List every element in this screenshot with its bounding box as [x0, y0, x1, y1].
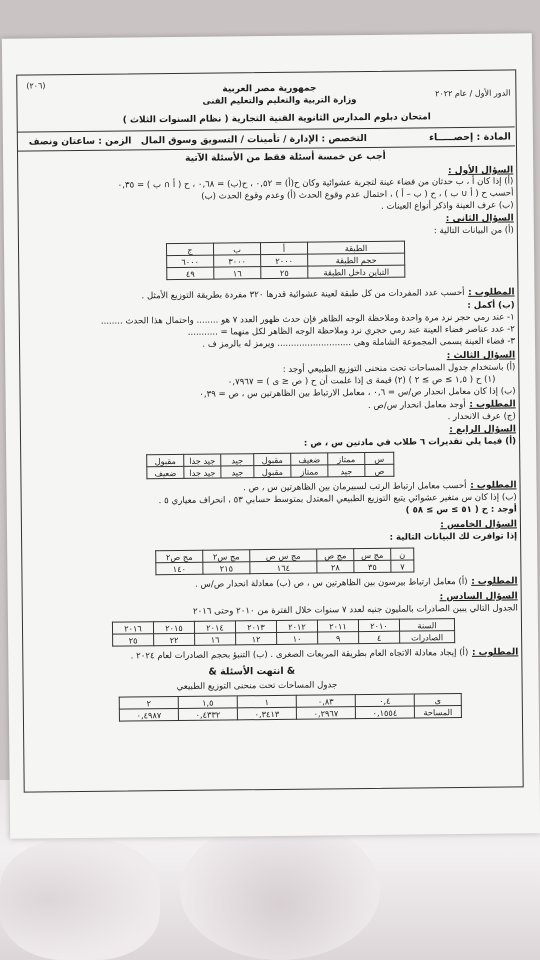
q5-required-label: المطلوب :	[471, 576, 518, 587]
normal-table-title: جدول المساحات تحت منحنى التوزيع الطبيعي	[176, 680, 338, 693]
q4-grades-table	[146, 452, 394, 480]
republic-title: جمهورية مصر العربية	[222, 83, 317, 95]
table-cell: ٢٠١٦	[112, 622, 153, 634]
table-cell: ٠,١٥٥٤	[355, 706, 414, 719]
table-cell: مقبول	[147, 454, 184, 466]
q3-a-line: (أ) باستخدام جدول المساحات تحت منحنى التوزيع الطبيعي أوجد :	[282, 362, 516, 375]
table-cell: جيد	[328, 465, 365, 477]
table-cell: ص	[365, 464, 394, 476]
q2-b1: ١- عند رمي حجر نرد مرة واحدة وملاحظة الوجه الظاهر فإن حدث ظهور العدد ٧ هو ........ واحتمال هذا الحدث ........	[100, 312, 515, 327]
q5-sums-table	[155, 548, 414, 576]
table-cell: ١٠	[277, 632, 318, 644]
table-cell: ن	[391, 548, 414, 560]
q2-required: أحسب عدد المفردات من كل طبقة لعينة عشوائية قدرها ٣٢٠ مفردة بطريقة التوزيع الأمثل .	[141, 287, 465, 302]
table-cell: ١٦٤	[250, 561, 317, 574]
table-cell: جيد	[221, 454, 254, 466]
table-cell: ١,٥	[178, 696, 237, 709]
table-cell: ٢٥	[261, 266, 308, 278]
table-cell: أ	[260, 242, 307, 254]
table-cell: جيد جدا	[184, 466, 221, 478]
normal-areas-table	[119, 693, 462, 722]
q2-title: السؤال الثانى :	[445, 213, 514, 225]
table-cell: ٢	[119, 696, 178, 709]
table-cell: ٢٨	[317, 561, 354, 573]
q2-b2: ٢- عدد عناصر فضاء العينة عند رمي حجري نرد وملاحظة الوجه الظاهر لكل منهما = ...........	[187, 324, 515, 338]
table-cell: ٣٥	[354, 560, 391, 572]
q4-b-find: أوجد : ح ( ٥١ ≥ س ≥ ٥٨ )	[405, 504, 517, 516]
q6-title: السؤال السادس :	[439, 591, 518, 603]
table-cell: ١٦	[214, 267, 261, 279]
q6-intro: الجدول التالي يبين الصادرات بالمليون جنيه لعدد ٧ سنوات خلال الفترة من ٢٠١٠ وحتى ٢٠١٦	[192, 603, 518, 617]
q2-b3: ٣- فضاء العينة يسمى المجموعة الشاملة وهى ........................... ويرمز له بالرمز ف .	[202, 336, 516, 350]
table-cell: س	[365, 452, 394, 464]
table-cell: مقبول	[254, 453, 291, 465]
q4-a-line: (أ) فيما يلي تقديرات ٦ طلاب في مادتين س ، ص :	[303, 436, 517, 449]
table-cell: ٤	[359, 631, 400, 643]
q6-required: (أ) إيجاد معادلة الاتجاه العام بطريقة المربعات الصغرى . (ب) التنبؤ بحجم الصادرات لعام ٢٠٢٤ .	[130, 647, 469, 662]
table-cell: ٢٠١١	[317, 620, 358, 632]
table-cell: ٠,٤٣٣٢	[178, 708, 237, 721]
q2-b-title: (ب) أكمل :	[467, 300, 515, 311]
q6-required-label: المطلوب :	[471, 647, 519, 658]
fabric-fold	[0, 840, 160, 960]
table-cell: حجم الطبقة	[308, 253, 405, 266]
q4-required: أحسب معامل ارتباط الرتب لسبيرمان بين الظاهرتين س ، ص .	[243, 480, 467, 494]
table-row	[156, 560, 414, 575]
table-cell: السنة	[399, 619, 454, 632]
q3-required-label: المطلوب :	[469, 399, 516, 410]
q1-b-line: (ب) عرف العينة واذكر أنواع العينات .	[380, 200, 514, 212]
q6-exports-table	[112, 618, 455, 647]
table-cell: التباين داخل الطبقة	[308, 265, 405, 278]
table-cell: الطبقة	[307, 241, 404, 254]
table-cell: ٢٠٠٠	[261, 254, 308, 266]
table-cell: ٢٠١٥	[153, 621, 194, 633]
table-cell: ٩	[318, 632, 359, 644]
table-cell: ضعيف	[147, 466, 184, 478]
table-cell: ممتاز	[291, 465, 328, 477]
table-cell: ٣٠٠٠	[214, 255, 261, 267]
exam-round: الدور الأول / عام ٢٠٢٢	[435, 88, 511, 99]
instructions: أجب عن خمسة أسئلة فقط من الأسئلة الآتية	[185, 150, 386, 164]
table-cell: مج س٢	[203, 550, 250, 562]
table-cell: ممتاز	[328, 453, 365, 465]
q2-strata-table	[166, 241, 405, 281]
table-cell: مج س ص	[250, 549, 317, 562]
table-cell: ٢٠١٣	[235, 620, 276, 632]
table-cell: ٤٩	[167, 267, 214, 279]
table-cell: جيد	[221, 466, 254, 478]
table-cell: ٢٥	[113, 634, 154, 646]
table-cell: ٠,٣٤١٣	[237, 707, 296, 720]
specialization-label: التخصص : الإدارة / تأمينات / التسويق وسوق المال	[140, 132, 367, 147]
table-cell: ى	[414, 694, 461, 706]
ministry-title: وزارة التربية والتعليم والتعليم الفنى	[202, 95, 357, 107]
q1-a-line2: أحسب ح ( أ ∪ ب ) ، ح ( ب – أ ) ، احتمال عدم وقوع الحدث (أ) وعدم وقوع الحدث (ب)	[201, 188, 514, 202]
table-cell: ٢١٥	[203, 562, 250, 574]
table-cell: ٢٠١٢	[276, 620, 317, 632]
table-row	[167, 265, 405, 279]
fabric-fold	[180, 820, 380, 960]
table-cell: ضعيف	[291, 453, 328, 465]
exam-title: امتحان دبلوم المدارس الثانوية الفنية التجارية ( نظام السنوات الثلاث )	[122, 112, 431, 126]
table-row	[147, 464, 394, 479]
q5-title: السؤال الخامس :	[440, 519, 517, 531]
exam-paper	[2, 33, 540, 839]
q4-required-label: المطلوب :	[470, 480, 517, 491]
table-cell: جيد جدا	[184, 454, 221, 466]
table-cell: ٦٠٠٠	[167, 255, 214, 267]
q5-required: (أ) معامل ارتباط بيرسون بين الظاهرتين س ، ص (ب) معادلة انحدار ص/س .	[194, 576, 468, 590]
table-cell: الصادرات	[400, 631, 455, 644]
table-cell: مقبول	[254, 465, 291, 477]
table-cell: ١٢	[236, 632, 277, 644]
table-cell: ١	[237, 695, 296, 708]
q3-c-line: (ج) عرف الانحدار .	[447, 411, 516, 423]
table-cell: ٢٠١٠	[358, 619, 399, 631]
table-cell: ج	[166, 243, 213, 255]
subject-label: المادة : إحصـــــاء	[429, 131, 511, 144]
q2-required-label: المطلوب :	[468, 287, 515, 298]
table-cell: ٢٢	[154, 633, 195, 645]
q5-a-line: إذا توافرت لك البيانات التالية :	[389, 531, 518, 543]
page-code: (٢٠٦)	[26, 81, 46, 91]
q4-b-line: (ب) إذا كان س متغير عشوائي يتبع التوزيع الطبيعي المعتدل بمتوسط حسابي ٥٣ ، انحراف معياري ٥ .	[158, 492, 517, 507]
q1-title: السؤال الأول :	[447, 165, 514, 177]
table-cell: ب	[213, 243, 260, 255]
q3-title: السؤال الثالث :	[446, 350, 516, 362]
table-cell: ٠,٢٩٦٧	[296, 707, 355, 720]
time-label: الزمن : ساعتان ونصف	[28, 135, 132, 148]
q2-a-line: (أ) من البيانات التالية :	[433, 225, 514, 237]
table-cell: المساحة	[414, 706, 461, 718]
table-cell: ٠,٤٩٨٧	[119, 708, 178, 721]
table-cell: ٠,٨٣	[296, 695, 355, 708]
table-cell: مج س	[354, 548, 391, 560]
end-of-questions: & انتهت الأسئلة &	[208, 665, 296, 678]
table-cell: مج ص	[317, 549, 354, 561]
q3-b-line: (ب) إذا كان معامل انحدار ص/س = ٠,٦ ، معامل الارتباط بين الظاهرتين س ، ص = ٠,٣٩	[199, 386, 516, 400]
table-cell: ٠,٤	[355, 694, 414, 707]
table-cell: ١٦	[195, 633, 236, 645]
q3-a-items: (١) ح ( ١,٥ ≥ ص ≥ ٢ ) (٢) قيمة ى إذا علمت أن ح ( ص ≤ ى ) = ٠,٧٩٦٧	[227, 374, 496, 388]
table-cell: مج ص٢	[156, 550, 203, 562]
q4-title: السؤال الرابع :	[449, 424, 516, 436]
table-cell: ٢٠١٤	[194, 621, 235, 633]
table-cell: ٧	[391, 560, 414, 572]
table-cell: ١٤٠	[156, 562, 203, 574]
q1-a-line1: (أ) إذا كان أ ، ب حدثان من فضاء عينة لتجربة عشوائية وكان ح(أ) = ٠,٥٢ ، ح(ب) = ٠,٦٨ ، ح ( أ ∩ ب ) = ٠,٣٥	[117, 176, 514, 191]
q3-required: أوجد معامل انحدار س/ص .	[367, 399, 466, 411]
